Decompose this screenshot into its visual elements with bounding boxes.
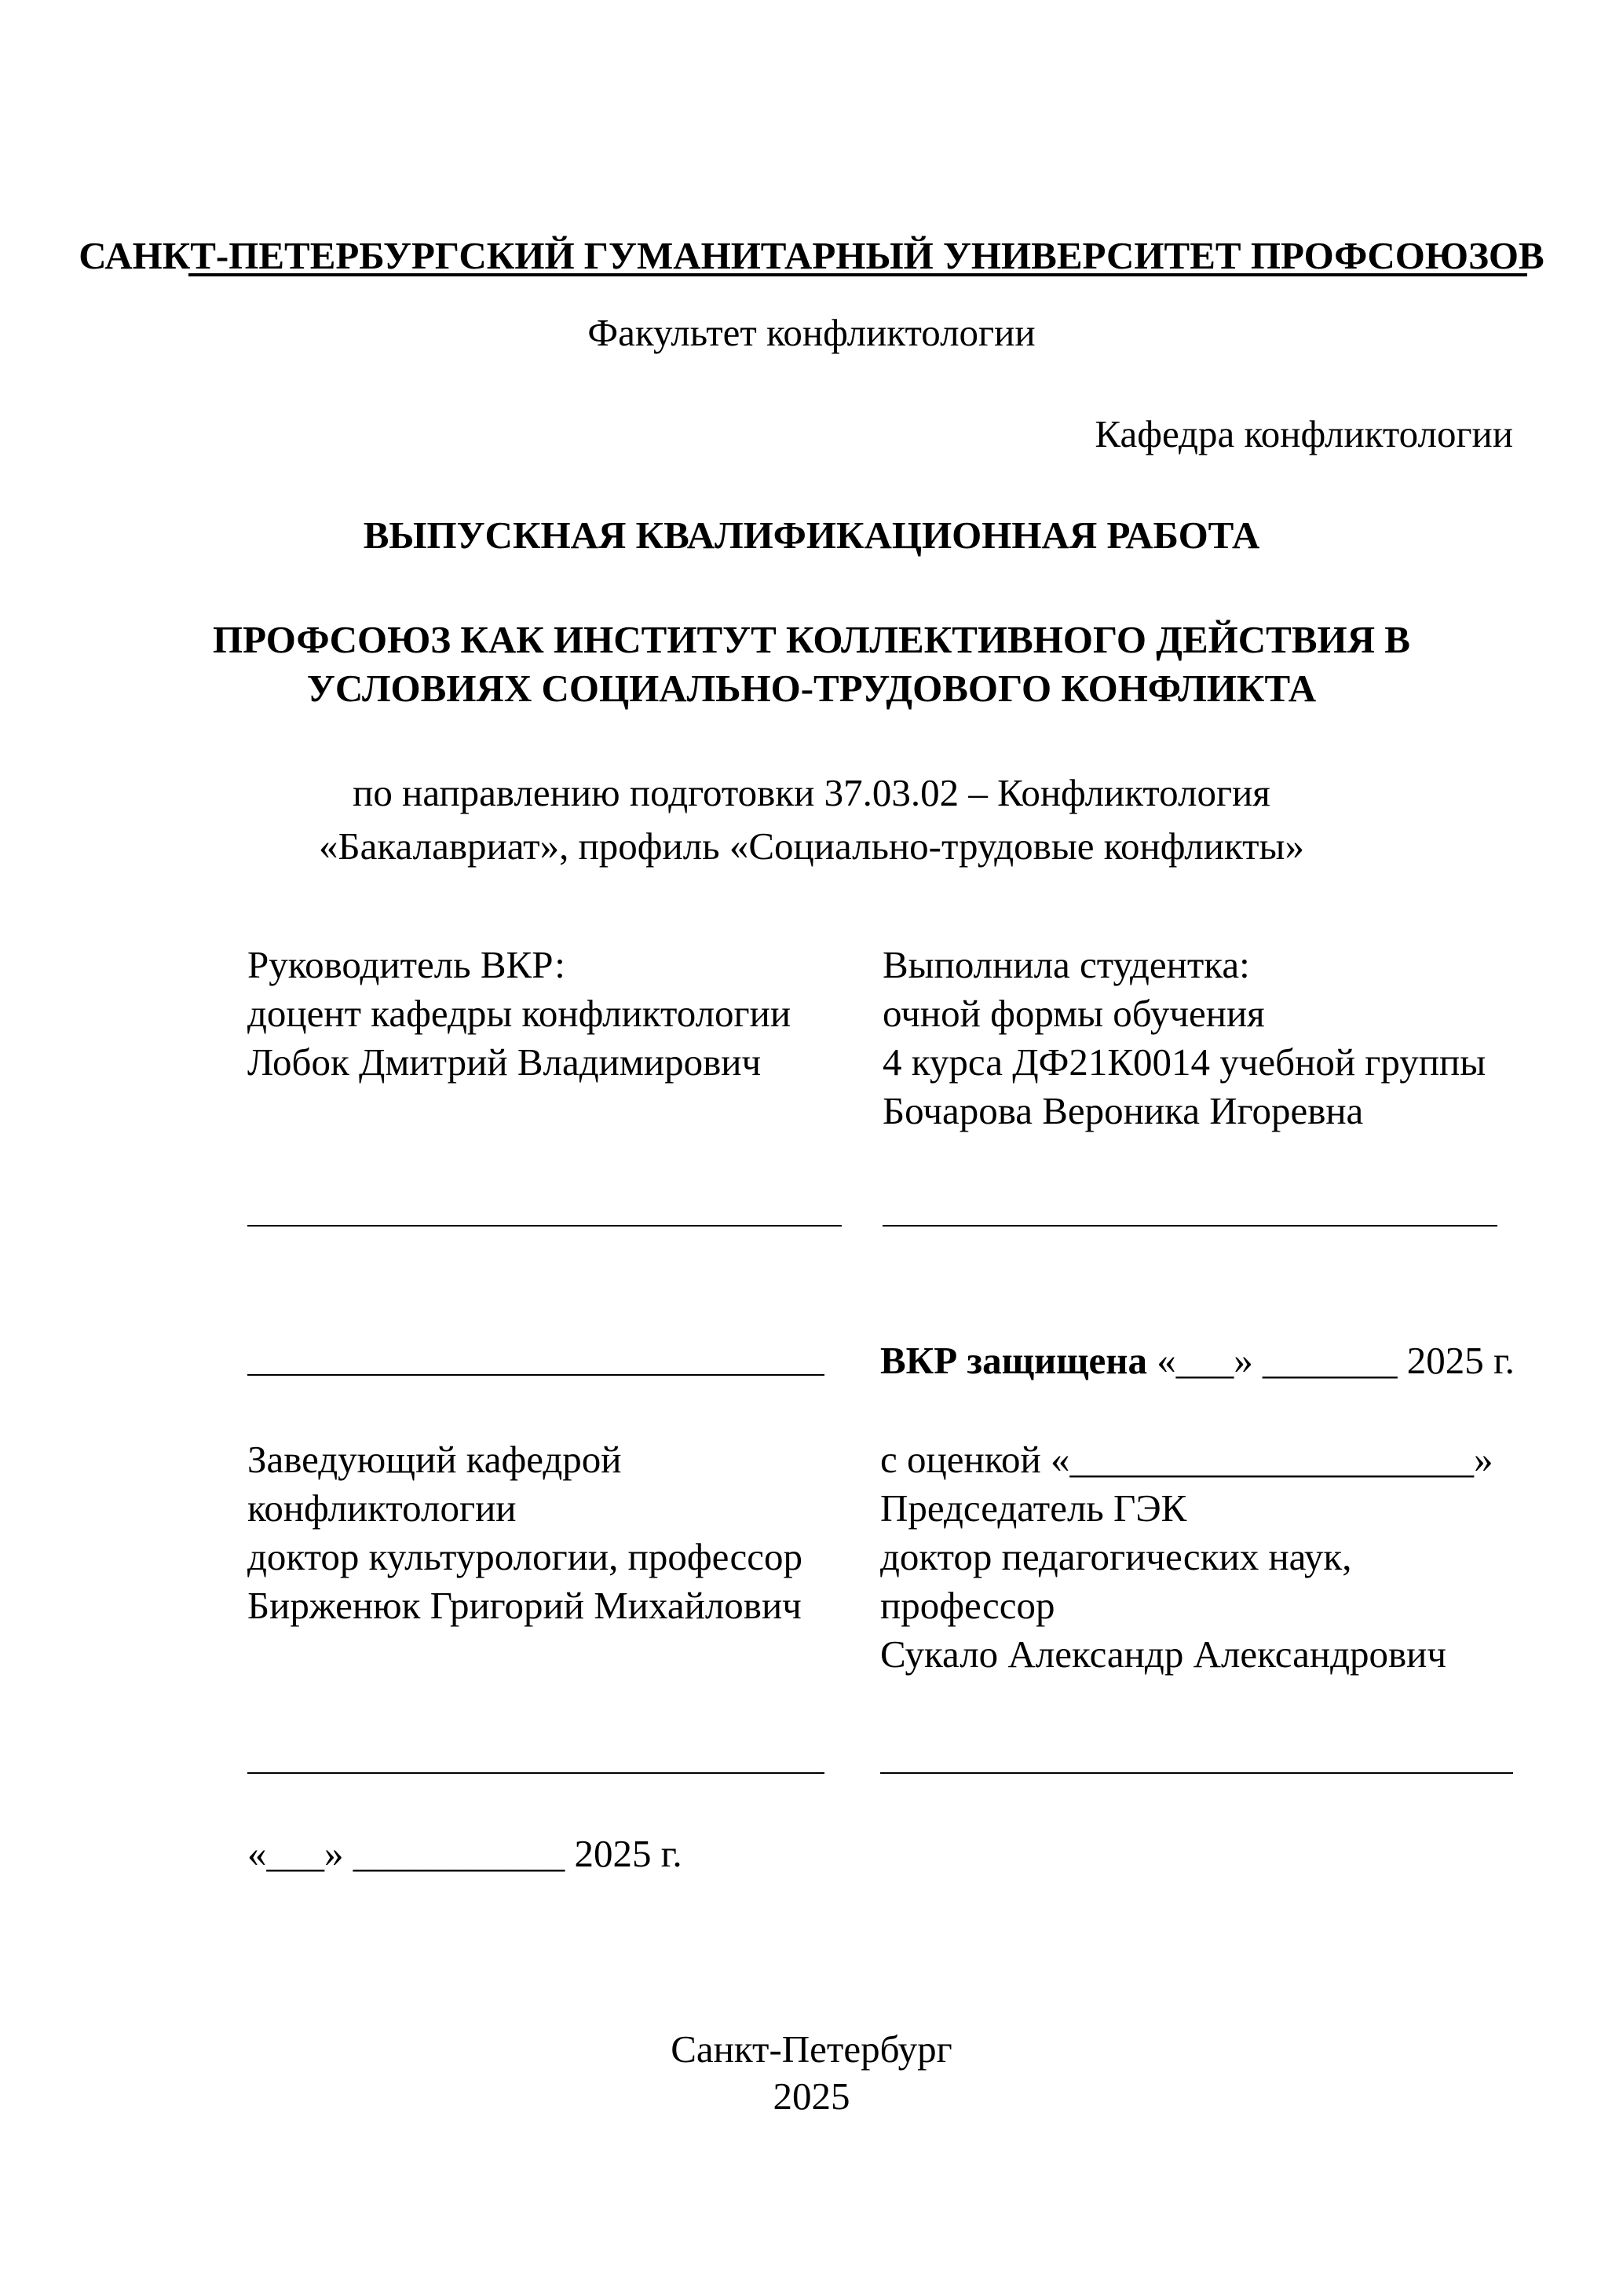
chairman-block (880, 1435, 1493, 1679)
direction-line-1: по направлению подготовки 37.03.02 – Конфликтология (353, 771, 1270, 814)
defense-date: «___» _______ 2025 г. (1147, 1339, 1515, 1382)
approval-date: «___» ___________ 2025 г. (247, 1832, 682, 1875)
topic-line-2: УСЛОВИЯХ СОЦИАЛЬНО-ТРУДОВОГО КОНФЛИКТА (306, 667, 1317, 710)
student-name: Бочарова Вероника Игоревна (883, 1089, 1364, 1132)
chairman-rank: профессор (880, 1584, 1055, 1627)
chairman-name: Сукало Александр Александрович (880, 1632, 1447, 1676)
chairman-degree: доктор педагогических наук, (880, 1535, 1352, 1578)
defense-line (880, 1339, 1515, 1383)
supervisor-position: доцент кафедры конфликтологии (247, 992, 791, 1035)
student-study-form: очной формы обучения (883, 992, 1265, 1035)
defense-grade: с оценкой «_____________________» (880, 1438, 1493, 1481)
department-name: Кафедра конфликтологии (1095, 412, 1513, 455)
supervisor-title: Руководитель ВКР: (247, 943, 565, 986)
direction-line-2: «Бакалавриат», профиль «Социально-трудовые конфликты» (319, 824, 1304, 868)
head-name: Бирженюк Григорий Михайлович (247, 1584, 802, 1627)
supervisor-block (247, 941, 791, 1087)
signature-line (247, 1374, 824, 1376)
work-type: ВЫПУСКНАЯ КВАЛИФИКАЦИОННАЯ РАБОТА (363, 514, 1260, 557)
header-rule (188, 273, 1527, 276)
footer-year: 2025 (773, 2075, 850, 2118)
chairman-title: Председатель ГЭК (880, 1486, 1187, 1530)
head-title: Заведующий кафедрой (247, 1438, 622, 1481)
head-degree: доктор культурологии, профессор (247, 1535, 803, 1578)
head-block (247, 1435, 802, 1630)
university-name: САНКТ-ПЕТЕРБУРГСКИЙ ГУМАНИТАРНЫЙ УНИВЕРСИТЕТ ПРОФСОЮЗОВ (79, 234, 1544, 277)
student-signature-line (883, 1225, 1497, 1227)
faculty-name: Факультет конфликтологии (587, 311, 1036, 354)
student-block (883, 941, 1486, 1135)
student-title: Выполнила студентка: (883, 943, 1250, 986)
student-group: 4 курса ДФ21К0014 учебной группы (883, 1040, 1486, 1084)
supervisor-signature-line (247, 1225, 842, 1227)
topic-line-1: ПРОФСОЮЗ КАК ИНСТИТУТ КОЛЛЕКТИВНОГО ДЕЙСТВИЯ В (213, 618, 1410, 661)
defense-label: ВКР защищена (880, 1339, 1148, 1382)
chairman-signature-line (880, 1772, 1513, 1774)
footer-city: Санкт-Петербург (671, 2027, 952, 2071)
supervisor-name: Лобок Дмитрий Владимирович (247, 1040, 762, 1084)
head-signature-line (247, 1772, 824, 1774)
head-department: конфликтологии (247, 1486, 517, 1530)
